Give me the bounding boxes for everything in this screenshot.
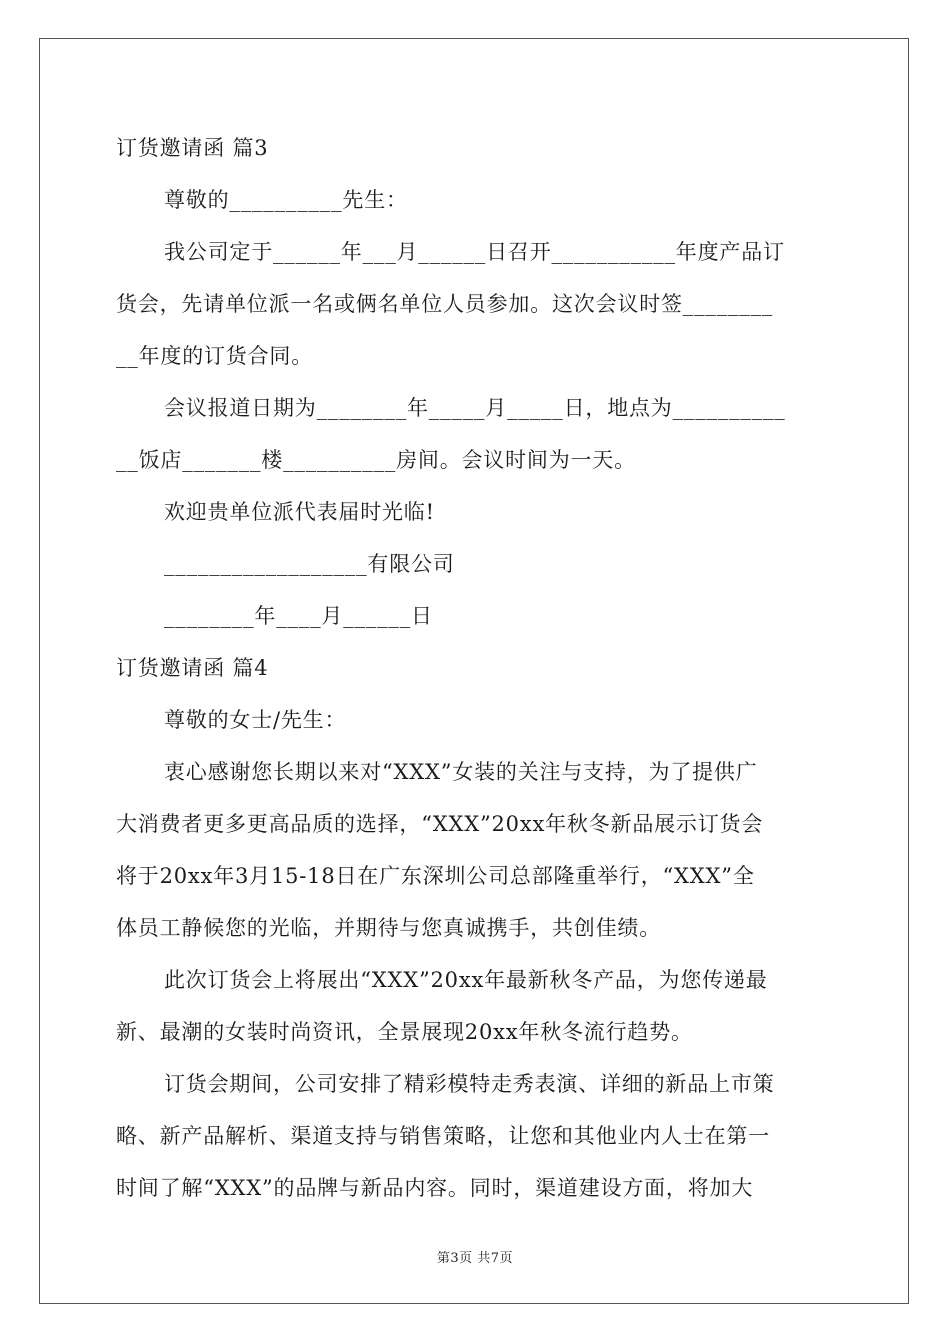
paragraph-line: 此次订货会上将展出“XXX”20xx年最新秋冬产品，为您传递最 [164,968,768,992]
closing-line: 欢迎贵单位派代表届时光临! [164,500,435,524]
paragraph-line: 大消费者更多更高品质的选择，“XXX”20xx年秋冬新品展示订货会 [116,812,764,836]
paragraph-line: 新、最潮的女装时尚资讯，全景展现20xx年秋冬流行趋势。 [116,1020,693,1044]
paragraph-line: 订货会期间，公司安排了精彩模特走秀表演、详细的新品上市策 [164,1072,775,1096]
page-number-footer: 第3页 共7页 [436,1251,514,1266]
document-body [116,122,836,1214]
company-signature-line: __________________有限公司 [164,552,455,576]
salutation-line: 尊敬的__________先生： [164,188,408,212]
paragraph-line: 略、新产品解析、渠道支持与销售策略，让您和其他业内人士在第一 [116,1124,770,1148]
paragraph-line: __年度的订货合同。 [116,344,313,368]
section-heading-4: 订货邀请函 篇4 [116,656,269,680]
paragraph-line: 将于20xx年3月15-18日在广东深圳公司总部隆重举行，“XXX”全 [116,864,755,888]
salutation-line: 尊敬的女士/先生： [164,708,347,732]
paragraph-line: 我公司定于______年___月______日召开___________年度产品订 [164,240,785,264]
section-heading-3: 订货邀请函 篇3 [116,136,269,160]
paragraph-line: 时间了解“XXX”的品牌与新品内容。同时，渠道建设方面，将加大 [116,1176,754,1200]
paragraph-line: 会议报道日期为________年_____月_____日，地点为__________ [164,396,786,420]
paragraph-line: __饭店_______楼__________房间。会议时间为一天。 [116,448,636,472]
date-line: ________年____月______日 [164,604,433,628]
paragraph-line: 衷心感谢您长期以来对“XXX”女装的关注与支持，为了提供广 [164,760,758,784]
paragraph-line: 货会，先请单位派一名或俩名单位人员参加。这次会议时签________ [116,292,774,316]
paragraph-line: 体员工静候您的光临，并期待与您真诚携手，共创佳绩。 [116,916,661,940]
